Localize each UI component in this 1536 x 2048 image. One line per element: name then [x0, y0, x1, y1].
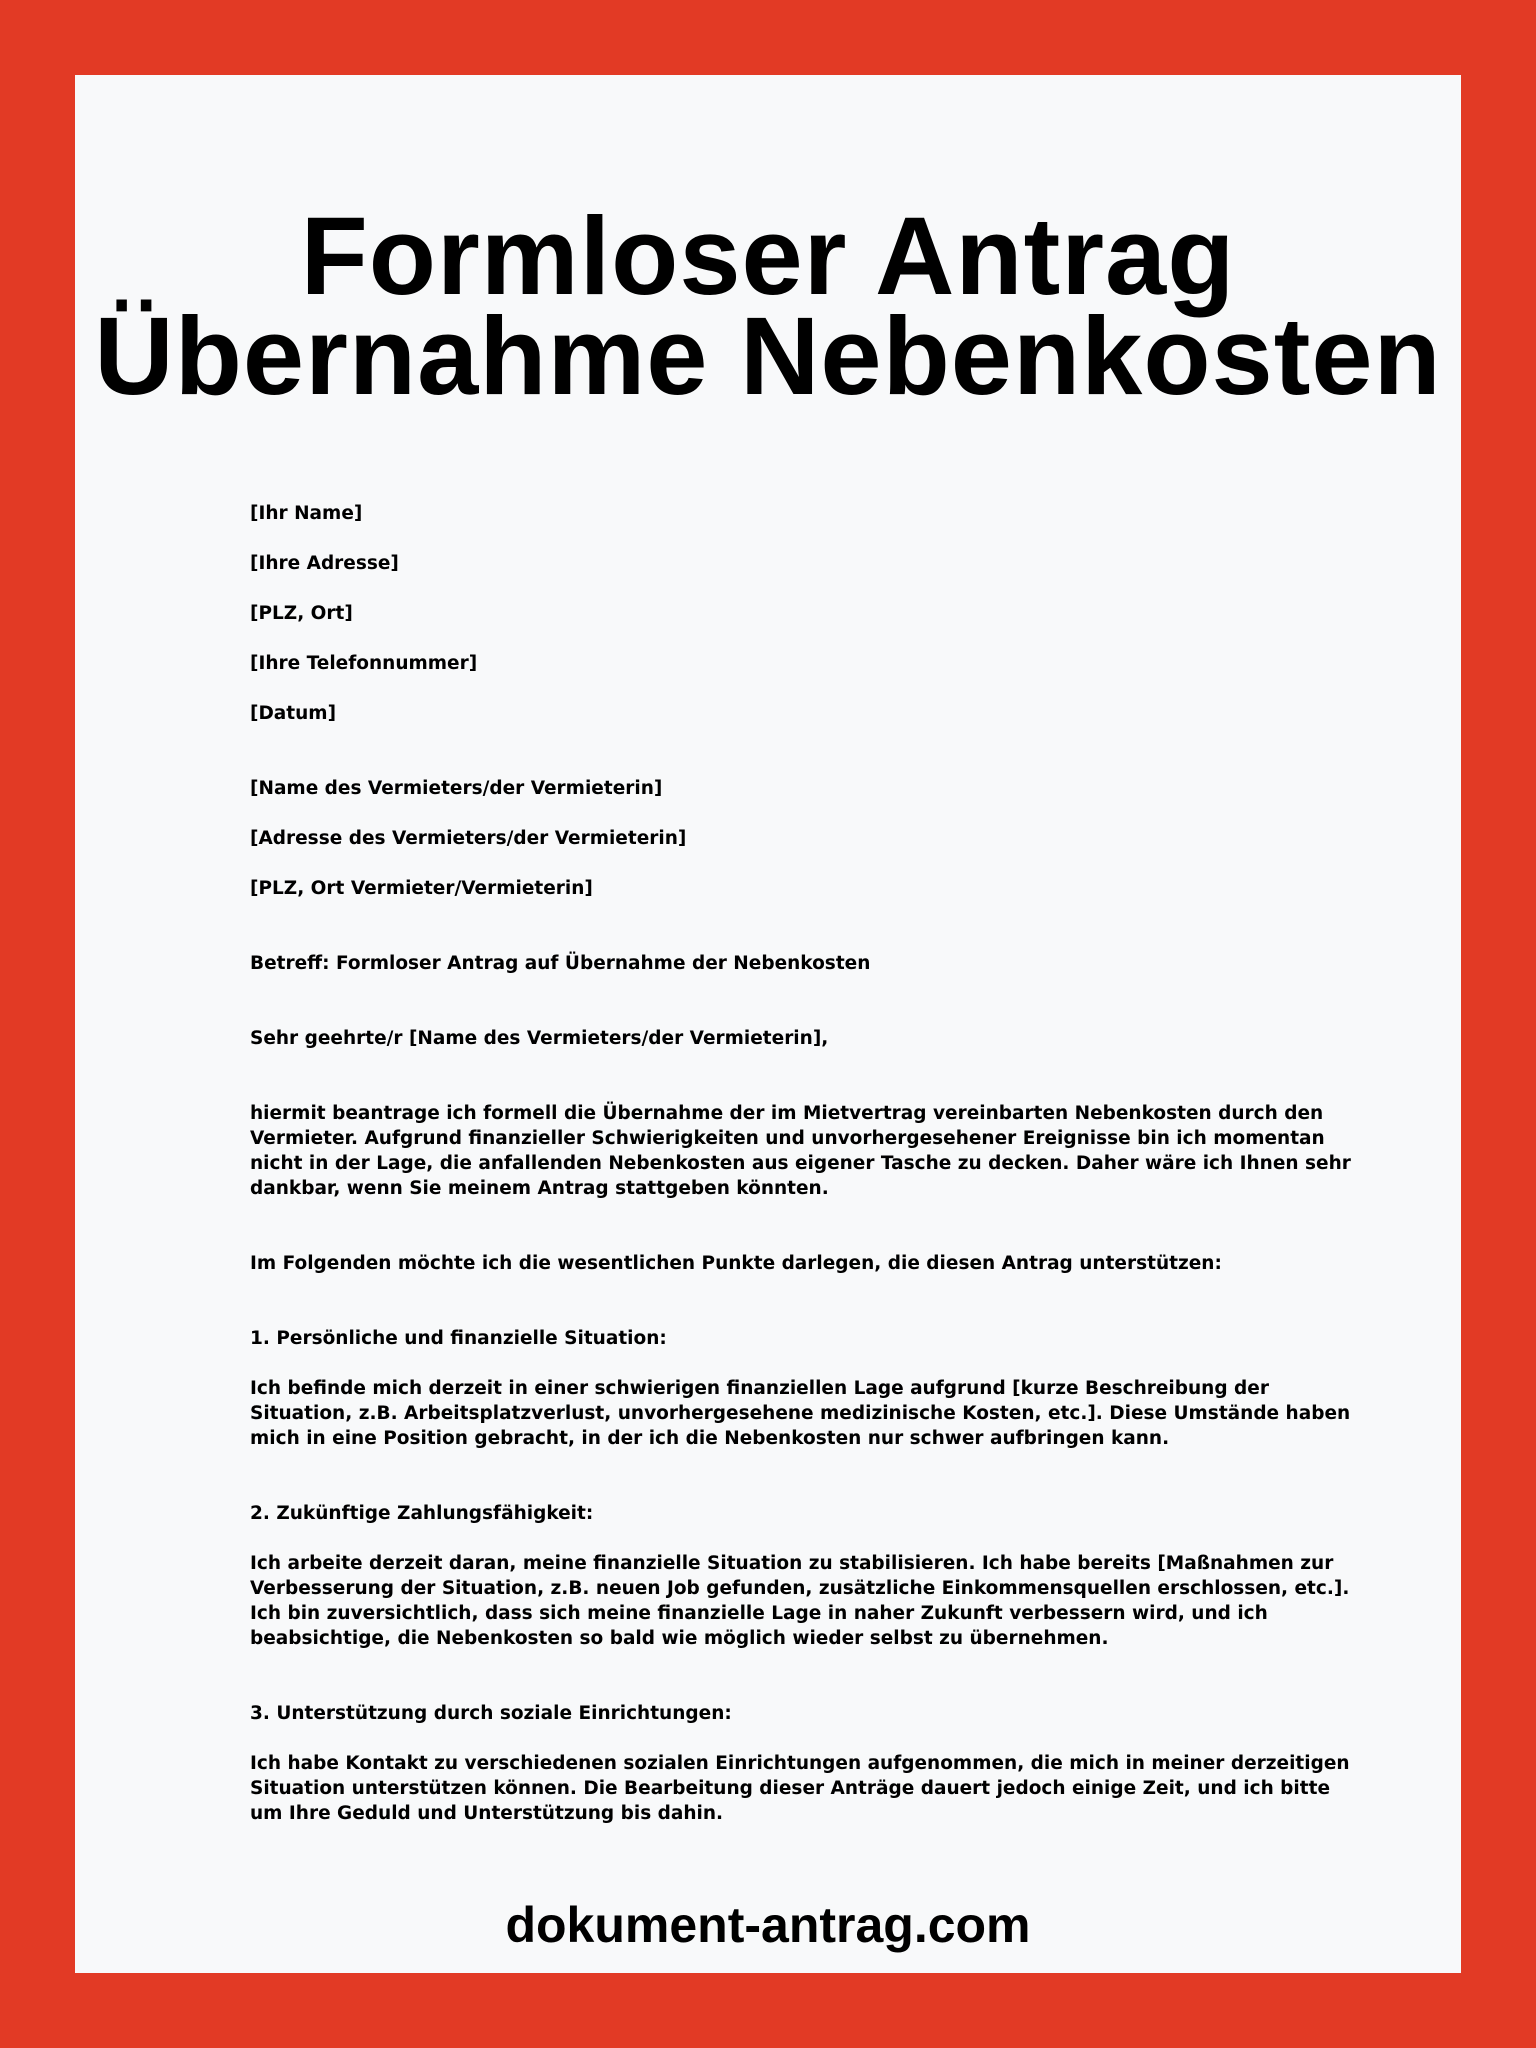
- section-heading: 1. Persönliche und finanzielle Situation:: [250, 1328, 667, 1349]
- website-footer: dokument-antrag.com: [505, 1897, 1031, 1953]
- section-text: Ich habe Kontakt zu verschiedenen sozialen Einrichtungen aufgenommen, die mich in meiner derzeitigen Situation unterstützen können. Die Bearbeitung dieser Anträge dauert jedoch einige Zeit, und ich bitte um Ihre Geduld und Unterstützung bis dahin.: [250, 1753, 1350, 1824]
- title-line-2: Übernahme Nebenkosten: [94, 295, 1442, 418]
- sender-name: [Ihr Name]: [250, 503, 363, 524]
- recipient-name: [Name des Vermieters/der Vermieterin]: [250, 778, 663, 799]
- letter-date: [Datum]: [250, 703, 337, 724]
- sender-phone: [Ihre Telefonnummer]: [250, 653, 478, 674]
- letter-intro: hiermit beantrage ich formell die Übernahme der im Mietvertrag vereinbarten Nebenkosten durch den Vermieter. Aufgrund finanzieller Schwierigkeiten und unvorhergesehener Ereignisse bin ich momentan nicht in der Lage, die anfallenden Nebenkosten aus eigener Tasche zu decken. Daher wäre ich Ihnen sehr dankbar, wenn Sie meinem Antrag stattgeben könnten.: [250, 1103, 1351, 1199]
- section-2: [250, 1501, 1360, 1651]
- section-3: [250, 1701, 1360, 1826]
- sender-block: [250, 501, 1360, 726]
- section-heading: 3. Unterstützung durch soziale Einrichtungen:: [250, 1703, 732, 1724]
- letter-subject: Betreff: Formloser Antrag auf Übernahme der Nebenkosten: [250, 953, 871, 974]
- recipient-zip-city: [PLZ, Ort Vermieter/Vermieterin]: [250, 878, 593, 899]
- points-intro: Im Folgenden möchte ich die wesentlichen Punkte darlegen, die diesen Antrag unterstützen:: [250, 1253, 1222, 1274]
- document-title: [75, 195, 1461, 418]
- recipient-address: [Adresse des Vermieters/der Vermieterin]: [250, 828, 687, 849]
- document-sheet: [75, 75, 1461, 1973]
- section-1: [250, 1326, 1360, 1451]
- section-text: Ich befinde mich derzeit in einer schwierigen finanziellen Lage aufgrund [kurze Beschreibung der Situation, z.B. Arbeitsplatzverlust, unvorhergesehene medizinische Kosten, etc.]. Diese Umstände haben mich in eine Position gebracht, in der ich die Nebenkosten nur schwer aufbringen kann.: [250, 1378, 1351, 1449]
- sender-zip-city: [PLZ, Ort]: [250, 603, 353, 624]
- letter-salutation: Sehr geehrte/r [Name des Vermieters/der Vermieterin],: [250, 1028, 829, 1049]
- sender-address: [Ihre Adresse]: [250, 553, 399, 574]
- recipient-block: [250, 776, 1360, 901]
- letter-body: [250, 501, 1360, 1826]
- section-heading: 2. Zukünftige Zahlungsfähigkeit:: [250, 1503, 594, 1524]
- title-line-1: Formloser Antrag: [300, 195, 1236, 318]
- section-text: Ich arbeite derzeit daran, meine finanzielle Situation zu stabilisieren. Ich habe bereits [Maßnahmen zur Verbesserung der Situation, z.B. neuen Job gefunden, zusätzliche Einkommensquellen erschlossen, etc.]. Ich bin zuversichtlich, dass sich meine finanzielle Lage in naher Zukunft verbessern wird, und ich beabsichtige, die Nebenkosten so bald wie möglich wieder selbst zu übernehmen.: [250, 1553, 1350, 1649]
